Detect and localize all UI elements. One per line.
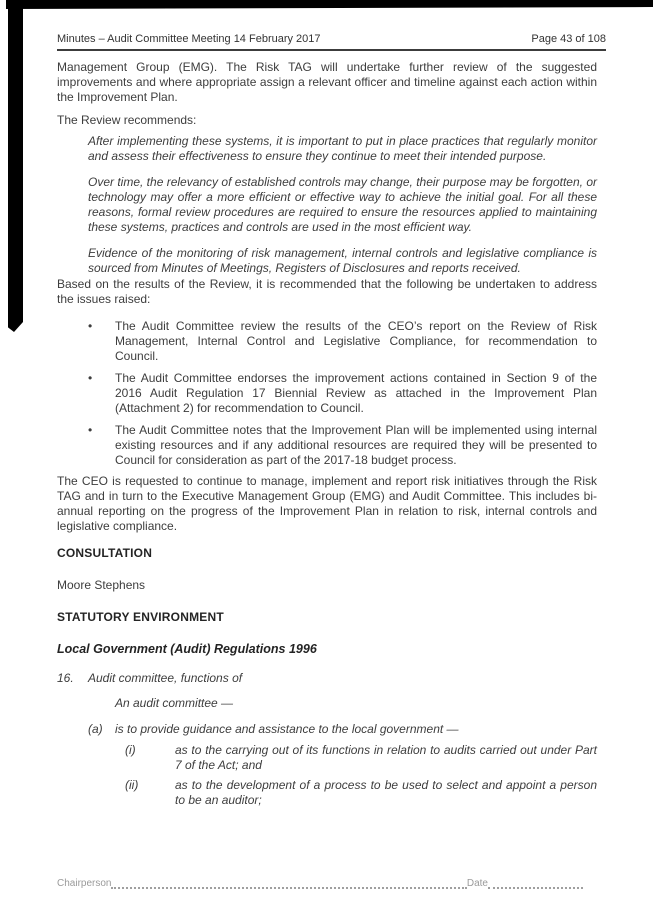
- date-label: Date: [466, 878, 488, 889]
- bullet-item: [57, 423, 597, 468]
- header-page-number: Page 43 of 108: [531, 33, 606, 45]
- bullet-text: The Audit Committee notes that the Improvement Plan will be implemented using internal existing resources and if any additional resources are required they will be presented to Council for consideration as part of the 2017-18 budget process.: [115, 423, 597, 467]
- subitem-i-text: as to the carrying out of its functions in relation to audits carried out under Part 7 of the Act; and: [175, 743, 597, 772]
- scan-artifact-left-edge: [8, 0, 23, 332]
- bullet-icon: •: [88, 423, 93, 437]
- bullet-icon: •: [88, 371, 93, 385]
- consultation-body: Moore Stephens: [57, 578, 146, 592]
- bullet-item: [57, 371, 597, 416]
- regulation-16-heading: [57, 671, 597, 686]
- page-footer: [57, 878, 583, 889]
- regulation-subitem-ii: [125, 778, 597, 808]
- quote-paragraph: After implementing these systems, it is important to put in place practices that regularly monitor and assess their effectiveness to ensure they continue to meet their intended purpose.: [88, 134, 597, 163]
- regulation-16-block: [57, 671, 597, 808]
- chairperson-signature-line: [111, 881, 466, 889]
- paragraph-ceo: The CEO is requested to continue to manage, implement and report risk initiatives through the Risk TAG and in turn to the Executive Management Group (EMG) and Audit Committee. This includes bi-annual reporting on the progress of the Improvement Plan in relation to risk, internal controls and legislative compliance.: [57, 474, 597, 533]
- paragraph-recommendation: Based on the results of the Review, it is recommended that the following be undertaken to address the issues raised:: [57, 277, 597, 306]
- bullet-icon: •: [88, 319, 93, 333]
- bullet-text: The Audit Committee review the results of the CEO’s report on the Review of Risk Management, Internal Control and Legislative Compliance, for recommendation to Council.: [115, 319, 597, 363]
- bullet-list: [57, 319, 597, 468]
- subitem-ii-label: (ii): [125, 778, 139, 792]
- paragraph-review-lead: The Review recommends:: [57, 113, 197, 127]
- quote-paragraph: Over time, the relevancy of established controls may change, their purpose may be forgotten, or technology may offer a more efficient or effective way to achieve the initial goal. For all these reasons, formal review procedures are required to ensure the resources applied to maintaining these systems, practices and controls are used in the most efficient way.: [88, 175, 597, 234]
- regulation-item-a: [88, 722, 597, 737]
- quote-paragraph: Evidence of the monitoring of risk management, internal controls and legislative compliance is sourced from Minutes of Meetings, Registers of Disclosures and reports received.: [88, 246, 597, 275]
- page-header: [57, 33, 606, 51]
- regulation-subitem-i: [125, 743, 597, 773]
- item-a-text: is to provide guidance and assistance to the local government —: [115, 722, 459, 736]
- scan-artifact-top-edge: [6, 0, 653, 9]
- bullet-item: [57, 319, 597, 364]
- section-heading-statutory-environment: STATUTORY ENVIRONMENT: [57, 610, 224, 624]
- date-signature-line: [488, 881, 583, 889]
- subitem-ii-text: as to the development of a process to be used to select and appoint a person to be an auditor;: [175, 778, 597, 807]
- header-document-title: Minutes – Audit Committee Meeting 14 February 2017: [57, 33, 321, 45]
- item-a-label: (a): [88, 722, 103, 736]
- bullet-text: The Audit Committee endorses the improvement actions contained in Section 9 of the 2016 Audit Regulation 17 Biennial Review as attached in the Improvement Plan (Attachment 2) for recommendation to Council.: [115, 371, 597, 415]
- section-heading-consultation: CONSULTATION: [57, 546, 153, 560]
- regulation-lead: An audit committee —: [115, 696, 234, 710]
- regulation-name: Audit committee, functions of: [88, 671, 243, 685]
- regulation-number: 16.: [57, 671, 74, 685]
- chairperson-label: Chairperson: [57, 878, 112, 889]
- regulation-title: Local Government (Audit) Regulations 1996: [57, 642, 317, 656]
- subitem-i-label: (i): [125, 743, 136, 757]
- document-body: [57, 60, 597, 813]
- paragraph-intro: Management Group (EMG). The Risk TAG will undertake further review of the suggested improvements and where appropriate assign a relevant officer and timeline against each action within the Improvement Plan.: [57, 60, 597, 104]
